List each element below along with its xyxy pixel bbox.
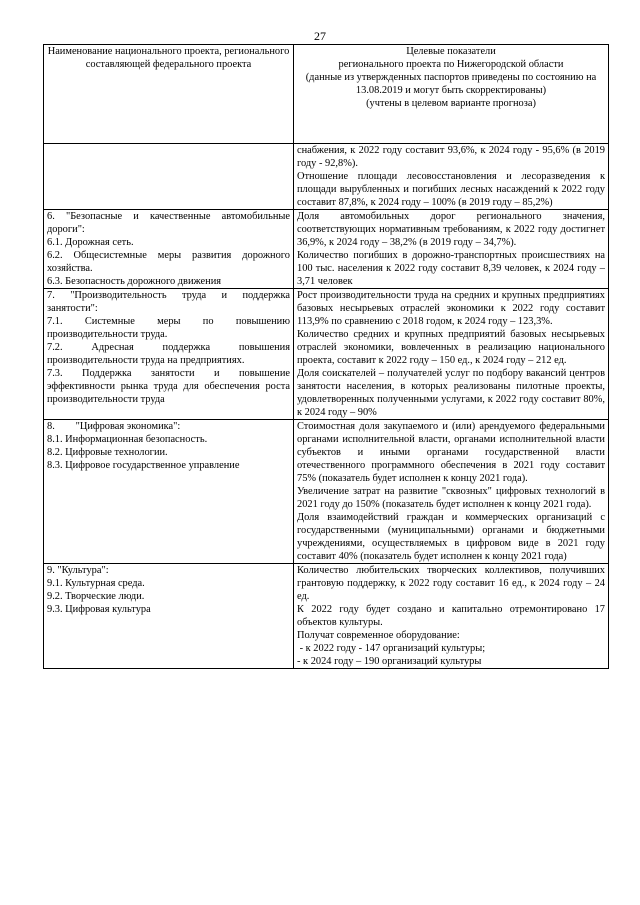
indicator-paragraph: - к 2024 году – 190 организаций культуры — [297, 656, 482, 667]
table-row — [44, 289, 609, 420]
header-left-text: Наименование национального проекта, регионального составляющей федерального проекта — [47, 46, 290, 70]
project-line: 6.1. Дорожная сеть. — [47, 237, 134, 248]
project-line: 7.3. Поддержка занятости и повышение эффективности рынка труда для обеспечения роста производительности труда — [47, 368, 290, 405]
project-line: 7. "Производительность труда и поддержка занятости": — [47, 290, 290, 314]
indicator-paragraph: К 2022 году будет создано и капитально отремонтировано 17 объектов культуры. — [297, 604, 605, 628]
row-indicator-cell — [294, 420, 609, 564]
indicator-paragraph: Количество средних и крупных предприятий базовых несырьевых отраслей экономики, вовлеченных в реализацию национального проекта, составит к 2022 году – 150 ед., к 2024 году – 212 ед. — [297, 329, 605, 366]
table-row — [44, 564, 609, 669]
row-project-cell — [44, 144, 294, 210]
project-line: 8.2. Цифровые технологии. — [47, 447, 168, 458]
table-header-row — [44, 45, 609, 144]
page-number: 27 — [314, 29, 326, 43]
header-right-line: регионального проекта по Нижегородской области — [338, 59, 564, 70]
header-target-indicators — [294, 45, 609, 144]
indicator-paragraph: Стоимостная доля закупаемого и (или) арендуемого федеральными органами исполнительной власти, органами исполнительной власти субъектов и иными органами государственной власти отечественного программного обеспечения в 2021 году составит 75% (показатель будет исполнен к концу 2021 года). — [297, 421, 605, 484]
project-line: 7.1. Системные меры по повышению производительности труда. — [47, 316, 290, 340]
row-project-cell — [44, 289, 294, 420]
indicator-paragraph: Доля взаимодействий граждан и коммерческих организаций с государственными (муниципальными) органами и бюджетными учреждениями, осуществляемых в цифровом виде в 2021 году составит 40% (показатель будет исполнен к концу 2021 года) — [297, 512, 605, 562]
project-line: 9.1. Культурная среда. — [47, 578, 145, 589]
row-indicator-cell — [294, 210, 609, 289]
header-right-line: (учтены в целевом варианте прогноза) — [366, 98, 536, 109]
project-line: 8.3. Цифровое государственное управление — [47, 460, 240, 471]
header-project-name — [44, 45, 294, 144]
indicator-paragraph: Количество погибших в дорожно-транспортных происшествиях на 100 тыс. населения к 2022 году составит 8,39 человек, к 2024 году – 3,71 человек — [297, 250, 605, 287]
indicator-paragraph: Количество любительских творческих коллективов, получивших грантовую поддержку, к 2022 году составит 16 ед., к 2024 году – 24 ед. — [297, 565, 605, 602]
header-right-line: Целевые показатели — [406, 46, 496, 57]
project-line: 6.2. Общесистемные меры развития дорожного хозяйства. — [47, 250, 290, 274]
project-line: 7.2. Адресная поддержка повышения производительности труда на предприятиях. — [47, 342, 290, 366]
project-line: 6. "Безопасные и качественные автомобильные дороги": — [47, 211, 290, 235]
row-indicator-cell — [294, 144, 609, 210]
table-row — [44, 420, 609, 564]
project-line: 8. "Цифровая экономика": — [47, 421, 181, 432]
header-right-line: (данные из утвержденных паспортов приведены по состоянию на 13.08.2019 и могут быть скорректированы) — [305, 72, 597, 96]
project-line: 9.2. Творческие люди. — [47, 591, 145, 602]
row-project-cell — [44, 210, 294, 289]
indicator-paragraph: - к 2022 году - 147 организаций культуры; — [297, 643, 486, 654]
row-project-cell — [44, 420, 294, 564]
project-line: 9. "Культура": — [47, 565, 109, 576]
indicator-paragraph: Рост производительности труда на средних и крупных предприятиях базовых несырьевых отраслей экономики к 2022 году составит 113,9% по сравнению с 2018 годом, к 2024 году – 123,3%. — [297, 290, 605, 327]
project-line: 6.3. Безопасность дорожного движения — [47, 276, 222, 287]
table-row — [44, 210, 609, 289]
row-indicator-cell — [294, 564, 609, 669]
project-line: 8.1. Информационная безопасность. — [47, 434, 208, 445]
indicator-paragraph: Доля автомобильных дорог регионального значения, соответствующих нормативным требованиям, к 2022 году достигнет 36,9%, к 2024 году – 38,2% (в 2019 году – 34,7%). — [297, 211, 605, 248]
table-row — [44, 144, 609, 210]
indicator-paragraph: Увеличение затрат на развитие "сквозных" цифровых технологий в 2021 году до 150% (показатель будет исполнен к концу 2021 года). — [297, 486, 605, 510]
indicator-paragraph: Получат современное оборудование: — [297, 630, 460, 641]
targets-table — [43, 44, 609, 669]
indicator-paragraph: снабжения, к 2022 году составит 93,6%, к 2024 году - 95,6% (в 2019 году - 92,8%). — [297, 145, 605, 169]
indicator-paragraph: Доля соискателей – получателей услуг по подбору вакансий центров занятости населения, в которых реализованы пилотные проекты, удовлетворенных полученными услугами, к 2022 году составит 80%, к 2024 году – 90% — [297, 368, 605, 418]
project-line: 9.3. Цифровая культура — [47, 604, 151, 615]
row-indicator-cell — [294, 289, 609, 420]
row-project-cell — [44, 564, 294, 669]
indicator-paragraph: Отношение площади лесовосстановления и лесоразведения к площади вырубленных и погибших лесных насаждений к 2022 году составит 87,8%, к 2024 году – 100% (в 2019 году – 85,2%) — [297, 171, 605, 208]
